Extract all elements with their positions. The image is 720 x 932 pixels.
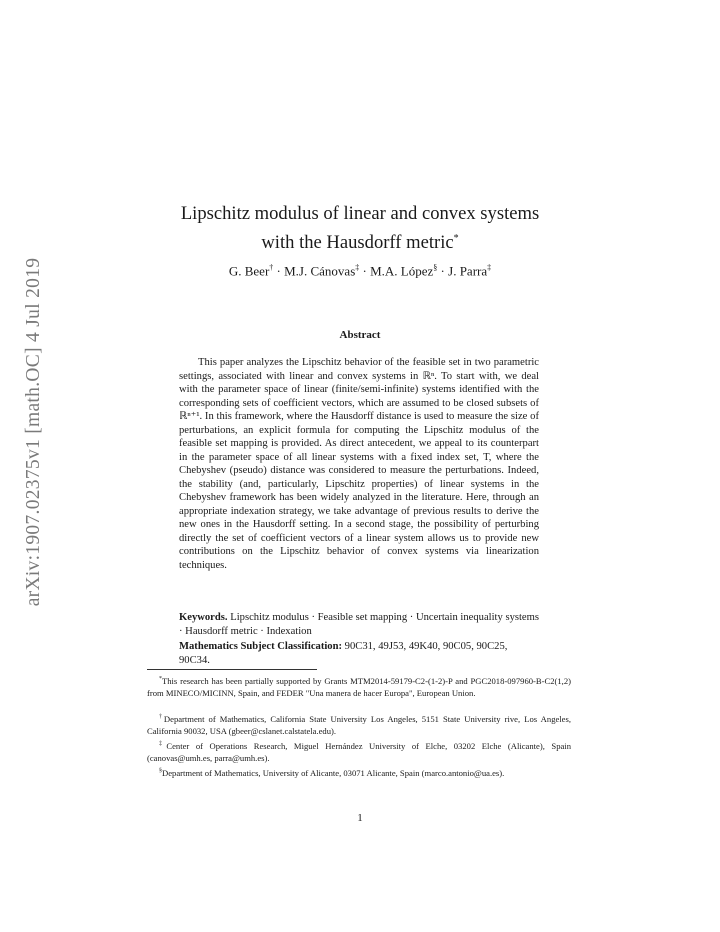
author-name: M.J. Cánovas xyxy=(284,263,356,279)
footnote-text: Center of Operations Research, Miguel Hernández University of Elche, 03202 Elche (Alicante), Spain (canovas@umh.es, parra@umh.es). xyxy=(147,740,571,763)
footnote-text: This research has been partially supported by Grants MTM2014-59179-C2-(1-2)-P and PGC2018-097960-B-C2(1,2) from MINECO/MICINN, Spain, and FEDER "Una manera de hacer Europa", European Union. xyxy=(147,675,571,698)
title-footnote-mark: * xyxy=(453,233,459,244)
title-line-2-text: with the Hausdorff metric xyxy=(261,232,454,254)
keywords-label: Keywords. xyxy=(179,612,228,623)
author-list xyxy=(120,263,600,279)
arxiv-identifier: arXiv:1907.02375v1 [math.OC] 4 Jul 2019 xyxy=(23,257,44,607)
msc-text: 90C31, 49J53, 49K40, 90C05, 90C25, 90C34. xyxy=(179,641,508,666)
author-mark: § xyxy=(433,263,438,272)
keywords-text: Lipschitz modulus · Feasible set mapping · Uncertain inequality systems · Hausdorff metric · Indexation xyxy=(179,612,539,637)
paper-title xyxy=(120,201,600,255)
abstract-heading: Abstract xyxy=(339,329,381,341)
author-mark: † xyxy=(269,263,274,272)
msc-classification xyxy=(179,640,539,667)
footnote-mark: § xyxy=(159,768,162,774)
author-separator: · xyxy=(276,263,281,279)
author-name: J. Parra xyxy=(448,263,488,279)
footnote-mark: † xyxy=(159,714,164,720)
author-name: M.A. López xyxy=(370,263,434,279)
author-mark: ‡ xyxy=(355,263,360,272)
title-line-2 xyxy=(120,226,600,255)
title-line-1: Lipschitz modulus of linear and convex systems xyxy=(180,203,540,224)
author-name: G. Beer xyxy=(228,263,270,279)
abstract-text: This paper analyzes the Lipschitz behavior of the feasible set in two parametric settings, associated with linear and convex systems in ℝⁿ. To start with, we deal with the parameter space of linear (finite/semi-infinite) systems identified with the corresponding sets of coefficient vectors, which are assumed to be closed subsets of ℝⁿ⁺¹. In this framework, where the Hausdorff distance is used to measure the size of perturbations, an explicit formula for computing the Lipschitz modulus of the feasible set mapping is provided. As direct antecedent, we appeal to its counterpart in the parameter space of all linear systems with a fixed index set, T, where the Chebyshev (pseudo) distance was considered to measure the perturbations. Indeed, the stability (and, particularly, Lipschitz properties) of linear systems in the Chebyshev framework has been widely analyzed in the literature. Here, through an appropriate indexation strategy, we take advantage of previous results to derive the new ones in the Hausdorff setting. In a second stage, the possibility of perturbing directly the set of coefficient vectors of a linear system allows us to provide new contributions on the Lipschitz behavior of convex systems via linearization techniques. xyxy=(179,357,539,571)
keywords xyxy=(179,611,539,638)
footnote-funding xyxy=(147,673,571,699)
footnote-rule xyxy=(147,669,317,670)
page-number: 1 xyxy=(357,812,363,824)
footnote-affiliation-canovas-parra xyxy=(147,738,571,764)
footnote-text: Department of Mathematics, University of Alicante, 03071 Alicante, Spain (marco.antonio@ua.es). xyxy=(162,767,505,778)
author-separator: · xyxy=(362,263,367,279)
author-separator: · xyxy=(440,263,445,279)
msc-label: Mathematics Subject Classification: xyxy=(179,641,343,652)
author-mark: ‡ xyxy=(487,263,492,272)
footnote-affiliation-beer xyxy=(147,711,571,737)
footnote-text: Department of Mathematics, California State University Los Angeles, 5151 State University rive, Los Angeles, California 90032, USA (gbeer@cslanet.calstatela.edu). xyxy=(147,713,571,736)
footnote-affiliation-lopez xyxy=(147,765,571,779)
footnote-mark: ‡ xyxy=(159,741,167,747)
footnote-mark: * xyxy=(159,676,162,682)
